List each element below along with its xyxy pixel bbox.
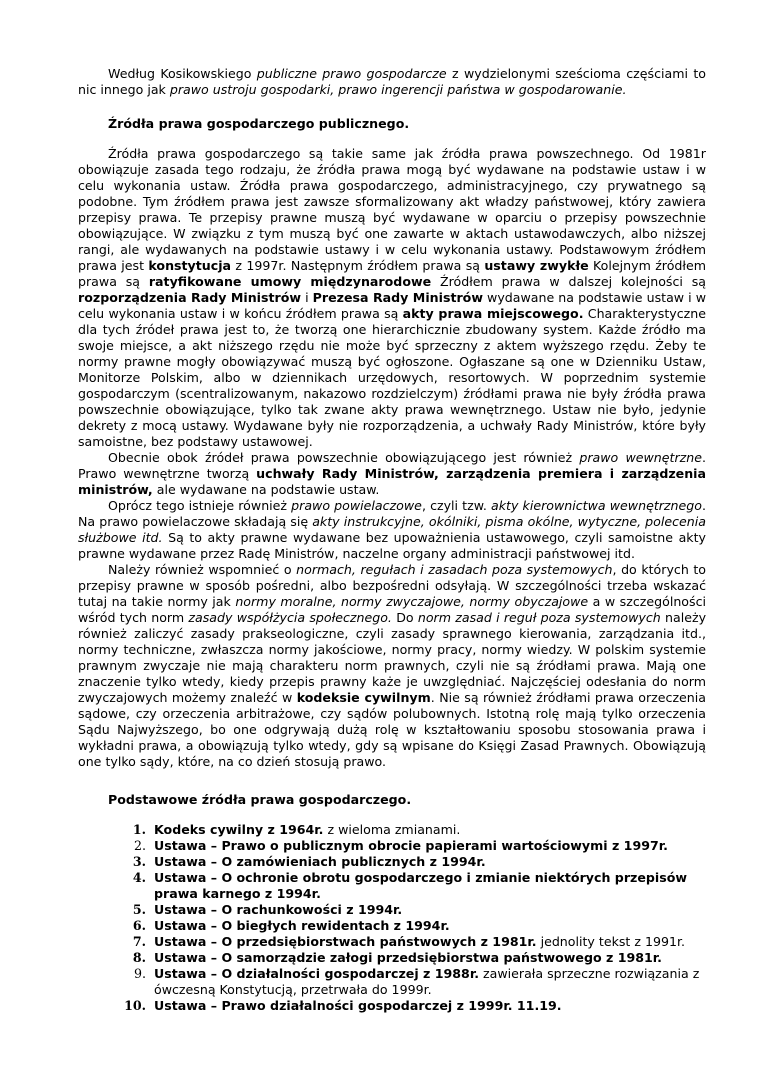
italic-text: norm zasad i reguł poza systemowych <box>417 610 661 625</box>
text: Są to akty prawne wydawane bez upoważnienia ustawowego, czyli samoistne akty prawne wydawane przez Radę Ministrów, naczelne organy administracji państwowej itd. <box>78 530 706 561</box>
bold-text: uchwały Rady Ministrów, zarządzenia premiera i zarządzenia ministrów, <box>78 466 706 497</box>
list-number: 10. <box>124 998 146 1013</box>
list-number: 8. <box>132 950 146 965</box>
list-item <box>122 966 706 998</box>
text: Kolejnym źródłem prawa są <box>78 258 707 289</box>
paragraph-sources <box>78 146 706 450</box>
bold-text: Ustawa – Prawo o publicznym obrocie papierami wartościowymi z 1997r. <box>154 838 668 853</box>
list-item <box>122 838 706 854</box>
text: , do których to przepisy prawne w sposób pośredni, albo bezpośredni odsyłają. W szczególności trzeba wskazać tutaj na takie normy jak <box>78 562 707 609</box>
italic-text: akty kierownictwa wewnętrznego <box>491 498 702 513</box>
bold-text: Ustawa – O zamówieniach publicznych z 1994r. <box>154 854 486 869</box>
text: należy również zaliczyć zasady prakseologiczne, czyli zasady sprawnego kierowania, zarządzania itd., normy techniczne, zwłaszcza normy jakościowe, normy pracy, normy wiedzy. W polskim systemie prawnym zwyczaje nie mają charakteru norm prawnych, czyli nie są źródłami prawa. Mają one znaczenie tylko wtedy, kiedy przepis prawny każe je uwzględniać. Najczęściej odesłania do norm zwyczajowych możemy znaleźć w <box>78 610 707 705</box>
text: Oprócz tego istnieje również <box>108 498 292 513</box>
paragraph-non-system-norms <box>78 562 706 770</box>
italic-text: normy moralne, normy zwyczajowe, normy obyczajowe <box>235 594 589 609</box>
section-heading-basic-sources: Podstawowe źródła prawa gospodarczego. <box>108 792 412 807</box>
bold-text: ratyfikowane umowy międzynarodowe <box>148 274 432 289</box>
text: zawierała sprzeczne rozwiązania z ówczesną Konstytucją, przetrwała do 1999r. <box>154 966 700 997</box>
italic-text: prawo powielaczowe <box>291 498 422 513</box>
bold-text: Ustawa – O przedsiębiorstwach państwowych z 1981r. <box>154 934 537 949</box>
bold-text: konstytucja <box>148 258 232 273</box>
text: Źródłem prawa w dalszej kolejności są <box>431 274 706 289</box>
bold-text: Ustawa – Prawo działalności gospodarczej z 1999r. 11.19. <box>154 998 562 1013</box>
bold-text: akty prawa miejscowego. <box>402 306 584 321</box>
bold-text: Prezesa Rady Ministrów <box>312 290 483 305</box>
italic-text: akty instrukcyjne, okólniki, pisma okólne, wytyczne, polecenia służbowe itd. <box>78 514 706 545</box>
text: Do <box>391 610 418 625</box>
sources-list <box>78 822 706 1014</box>
text: z wieloma zmianami. <box>323 822 461 837</box>
bold-text: Ustawa – O działalności gospodarczej z 1988r. <box>154 966 480 981</box>
bold-text: Kodeks cywilny z 1964r. <box>154 822 324 837</box>
bold-text: Ustawa – O samorządzie załogi przedsiębiorstwa państwowego z 1981r. <box>154 950 662 965</box>
text: ale wydawane na podstawie ustaw. <box>152 482 380 497</box>
paragraph-internal-law <box>78 450 706 498</box>
bold-text: ustawy zwykłe <box>484 258 589 273</box>
list-number: 5. <box>132 902 146 917</box>
bold-text: rozporządzenia Rady Ministrów <box>78 290 302 305</box>
paragraph-duplicator-law <box>78 498 706 562</box>
list-number: 9. <box>133 966 146 981</box>
text: a w szczególności wśród tych norm <box>78 594 706 625</box>
list-number: 2. <box>133 838 146 853</box>
intro-paragraph <box>78 66 706 98</box>
text: z 1997r. Następnym źródłem prawa są <box>231 258 485 273</box>
list-number: 1. <box>132 822 146 837</box>
bold-text: Ustawa – O biegłych rewidentach z 1994r. <box>154 918 450 933</box>
list-item <box>122 950 706 966</box>
text: jednolity tekst z 1991r. <box>536 934 686 949</box>
list-number: 4. <box>132 870 146 885</box>
list-number: 7. <box>132 934 146 949</box>
list-item <box>122 934 706 950</box>
list-number: 6. <box>132 918 146 933</box>
text: Obecnie obok źródeł prawa powszechnie obowiązującego jest również <box>108 450 580 465</box>
document-page <box>78 66 706 1014</box>
italic-text: normach, regułach i zasadach poza systemowych <box>296 562 613 577</box>
text: wydawane na podstawie ustaw i w celu wykonania ustaw i w końcu źródłem prawa są <box>78 290 707 321</box>
bold-text: Ustawa – O rachunkowości z 1994r. <box>154 902 403 917</box>
italic-text: prawo wewnętrzne <box>579 450 702 465</box>
list-item <box>122 998 706 1014</box>
italic-text: prawo ustroju gospodarki, prawo ingerencji państwa w gospodarowanie. <box>169 82 627 97</box>
list-item <box>122 918 706 934</box>
text: Należy również wspomnieć o <box>108 562 297 577</box>
section-heading-sources-public: Źródła prawa gospodarczego publicznego. <box>108 116 410 131</box>
list-number: 3. <box>132 854 146 869</box>
list-item <box>122 854 706 870</box>
text: . Na prawo powielaczowe składają się <box>78 498 706 529</box>
text: z wydzielonymi sześcioma częściami to nic innego jak <box>78 66 706 97</box>
text: Według Kosikowskiego <box>108 66 257 81</box>
list-item <box>122 870 706 902</box>
text: . Nie są również źródłami prawa orzeczenia sądowe, czy orzeczenia arbitrażowe, czy sądów polubownych. Istotną rolę mają tylko orzeczenia Sądu Najwyższego, bo one odgrywają dużą rolę w kształtowaniu sposobu stosowania prawa i wykładni prawa, a obowiązują tylko wtedy, gdy są wpisane do Księgi Zasad Prawnych. Obowiązują one tylko sądy, które, na co dzień stosują prawo. <box>78 690 706 769</box>
list-item <box>122 822 706 838</box>
bold-text: kodeksie cywilnym <box>296 690 431 705</box>
text: Charakterystyczne dla tych źródeł prawa jest to, że tworzą one hierarchicznie zbudowany system. Każde źródło ma swoje miejsce, a akt niższego rzędu nie może być sprzeczny z aktem wyższego rzędu. Żeby te normy prawne mogły obowiązywać muszą być ogłoszone. Ogłaszane są one w Dzienniku Ustaw, Monitorze Polskim, albo w dziennikach urzędowych, resortowych. W poprzednim systemie gospodarczym (scentralizowanym, nakazowo rozdzielczym) źródłami prawa nie były źródła prawa powszechnie obowiązujące, tylko tak zwane akty prawa wewnętrznego. Ustaw nie było, jedynie dekrety z mocą ustawy. Wydawane były nie rozporządzenia, a uchwały Rady Ministrów, które były samoistne, bez podstawy ustawowej. <box>78 306 706 449</box>
italic-text: zasady współżycia społecznego. <box>188 610 392 625</box>
text: , czyli tzw. <box>421 498 491 513</box>
italic-text: publiczne prawo gospodarcze <box>256 66 447 81</box>
text: Źródła prawa gospodarczego są takie same jak źródła prawa powszechnego. Od 1981r obowiązuje zasada tego rodzaju, że źródła prawa mogą być wydawane na podstawie ustaw i w celu wykonania ustaw. Źródła prawa gospodarczego, administracyjnego, czy prywatnego są podobne. Tym źródłem prawa jest zawsze sformalizowany akt władzy państwowej, który zawiera przepisy prawa. Te przepisy prawne muszą być wydawane w oparciu o przepisy powszechnie obowiązujące. W związku z tym muszą być one zawarte w aktach ustawodawczych, albo niższej rangi, ale wydawanych na podstawie ustawy i w celu wykonania ustawy. Podstawowym źródłem prawa jest <box>78 146 706 273</box>
bold-text: Ustawa – O ochronie obrotu gospodarczego i zmianie niektórych przepisów prawa karnego z 1994r. <box>154 870 688 901</box>
list-item <box>122 902 706 918</box>
text: . Prawo wewnętrzne tworzą <box>78 450 707 481</box>
text: i <box>301 290 313 305</box>
